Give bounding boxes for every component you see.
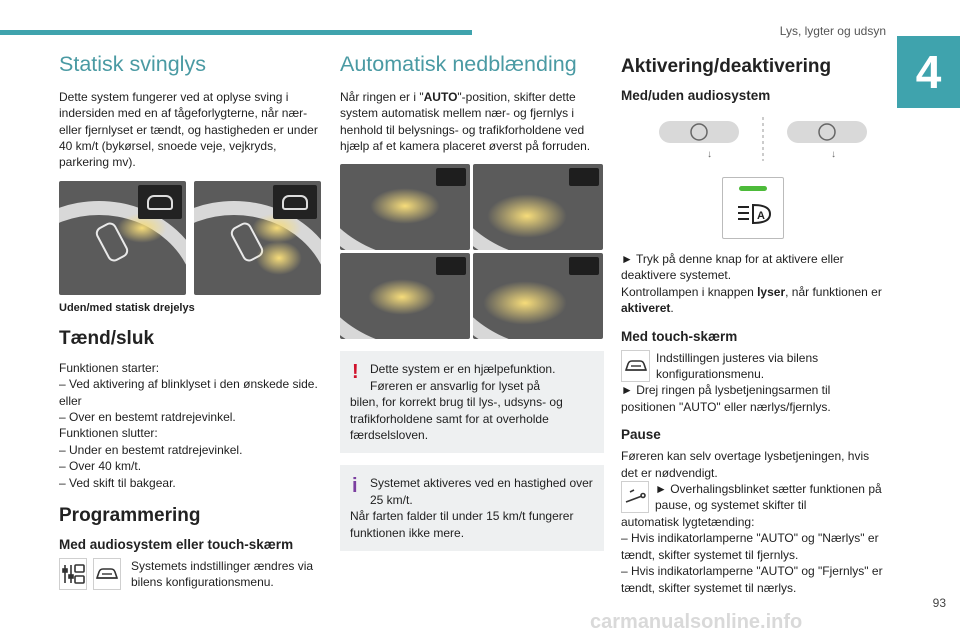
column-aktivering [621, 52, 887, 596]
highbeam-image-grid [340, 164, 604, 339]
touch-ring-text: ► Drej ringen på lysbetjeningsarmen til positionen "AUTO" eller nærlys/fjernlys. [621, 383, 831, 414]
section-title-taend: Tænd/sluk [59, 327, 155, 349]
stalk-flash-icon [621, 481, 649, 513]
pause-intro: Føreren kan selv overtage lysbetjeningen, hvis det er nødvendigt. [621, 449, 870, 480]
lamp-part: , når funktionen er [785, 284, 882, 299]
section-title-aktivering: Aktivering/deaktivering [621, 56, 832, 77]
auto-highbeam-icon [736, 202, 772, 226]
section-title-programmering: Programmering [59, 505, 201, 527]
intro-auto: AUTO [423, 89, 458, 104]
taend-line: Funktionen slutter: [59, 426, 158, 441]
svg-text:↓: ↓ [831, 149, 836, 160]
prog-row [59, 558, 321, 591]
section-title-statisk: Statisk svinglys [59, 52, 206, 76]
watermark: carmanualsonline.info [590, 611, 803, 633]
chapter-tab: 4 [897, 36, 960, 108]
taend-line: – Ved aktivering af blinklyset i den ønskede side. [59, 377, 318, 392]
info-rest: Når farten falder til under 15 km/t fungerer funktionen ikke mere. [350, 509, 574, 540]
sub-audiosystem: Med/uden audiosystem [621, 88, 771, 103]
intro-part: Når ringen er i " [340, 89, 424, 104]
cornering-images [59, 181, 321, 295]
info-icon: i [352, 475, 358, 498]
highbeam-image-2 [473, 164, 603, 250]
warning-box [340, 351, 604, 453]
lamp-part: Kontrollampen i knappen [621, 284, 758, 299]
pause-line: – Hvis indikatorlamperne "AUTO" og "Fjernlys" er tændt, skifter systemet til nærlys. [621, 564, 883, 595]
taend-line: – Under en bestemt ratdrejevinkel. [59, 442, 243, 457]
taend-line: – Over en bestemt ratdrejevinkel. [59, 410, 236, 425]
lamp-bold: lyser [757, 284, 786, 299]
taend-line: – Ved skift til bakgear. [59, 475, 176, 490]
lamp-text [621, 284, 887, 317]
settings-sliders-icon [59, 558, 87, 590]
touch-text: Indstillingen justeres via bilens konfigurationsmenu. [656, 350, 819, 382]
section-header: Lys, lygter og udsyn [779, 24, 886, 38]
cornering-image-off [59, 181, 186, 295]
top-accent-bar [0, 30, 472, 35]
warning-rest: bilen, for korrekt brug til lys-, udsyns- og trafikforholdene samt for at overholde færdselsloven. [350, 395, 563, 443]
pause-title: Pause [621, 427, 661, 443]
highbeam-image-4 [473, 253, 603, 339]
auto-highbeam-button[interactable] [722, 177, 784, 239]
car-menu-icon [93, 558, 121, 590]
statisk-intro: Dette system fungerer ved at oplyse sving i indersiden med en af tågeforlygterne, når nær- eller fjernlyset er tændt, og hastigheden er under 40 km/t (bykørsel, snoede veje, vejkryds, parkering mv). [59, 89, 318, 170]
car-menu-icon [621, 350, 650, 382]
info-box [340, 465, 604, 551]
prog-subtitle: Med audiosystem eller touch-skærm [59, 537, 294, 553]
touch-row [621, 350, 887, 383]
taend-line: Funktionen starter: [59, 360, 160, 375]
warning-exclamation-icon: ! [352, 361, 359, 384]
page-number: 93 [932, 596, 946, 610]
taend-line: eller [59, 393, 82, 408]
sub-touch: Med touch-skærm [621, 328, 738, 344]
pause-flash-row [621, 481, 887, 514]
cornering-image-on [194, 181, 321, 295]
pause-flash-text: ► Overhalingsblinket sætter funktionen på pause, og systemet skifter til [655, 482, 882, 513]
image-caption: Uden/med statisk drejelys [59, 301, 195, 314]
headlamp-off-icon [138, 185, 182, 219]
automatisk-intro [340, 89, 604, 155]
headlamp-on-icon [273, 185, 317, 219]
section-title-automatisk: Automatisk nedblænding [340, 52, 577, 76]
taend-list [59, 360, 321, 491]
button-illustration [621, 109, 887, 241]
svg-text:↓: ↓ [707, 149, 712, 160]
highbeam-image-1 [340, 164, 470, 250]
intro-part: "-position, skifter dette system automatisk mellem nær- og fjernlys i henhold til belysnings- og trafikforholdene ved hjælp af et kamera placeret øverst på forruden. [340, 89, 591, 154]
indicator-lamp [739, 186, 767, 191]
pause-line: automatisk lygtetænding: [621, 514, 755, 529]
steering-wheel-icon [655, 113, 895, 165]
press-text: ► Tryk på denne knap for at aktivere eller deaktivere systemet. [621, 252, 844, 283]
lamp-bold: aktiveret [621, 301, 671, 316]
pause-line: – Hvis indikatorlamperne "AUTO" og "Nærlys" er tændt, skifter systemet til fjernlys. [621, 531, 879, 562]
info-first: Systemet aktiveres ved en hastighed over 25 km/t. [370, 476, 593, 507]
column-statisk-svinglys [59, 52, 321, 591]
highbeam-image-3 [340, 253, 470, 339]
column-automatisk-nedblaending [340, 52, 604, 551]
lamp-part: . [670, 301, 674, 316]
prog-text: Systemets indstillinger ændres via bilens konfigurationsmenu. [131, 559, 314, 590]
taend-line: – Over 40 km/t. [59, 459, 142, 474]
svg-text:A: A [757, 210, 765, 222]
warning-first: Dette system er en hjælpefunktion. Føreren er ansvarlig for lyset på [370, 362, 556, 393]
